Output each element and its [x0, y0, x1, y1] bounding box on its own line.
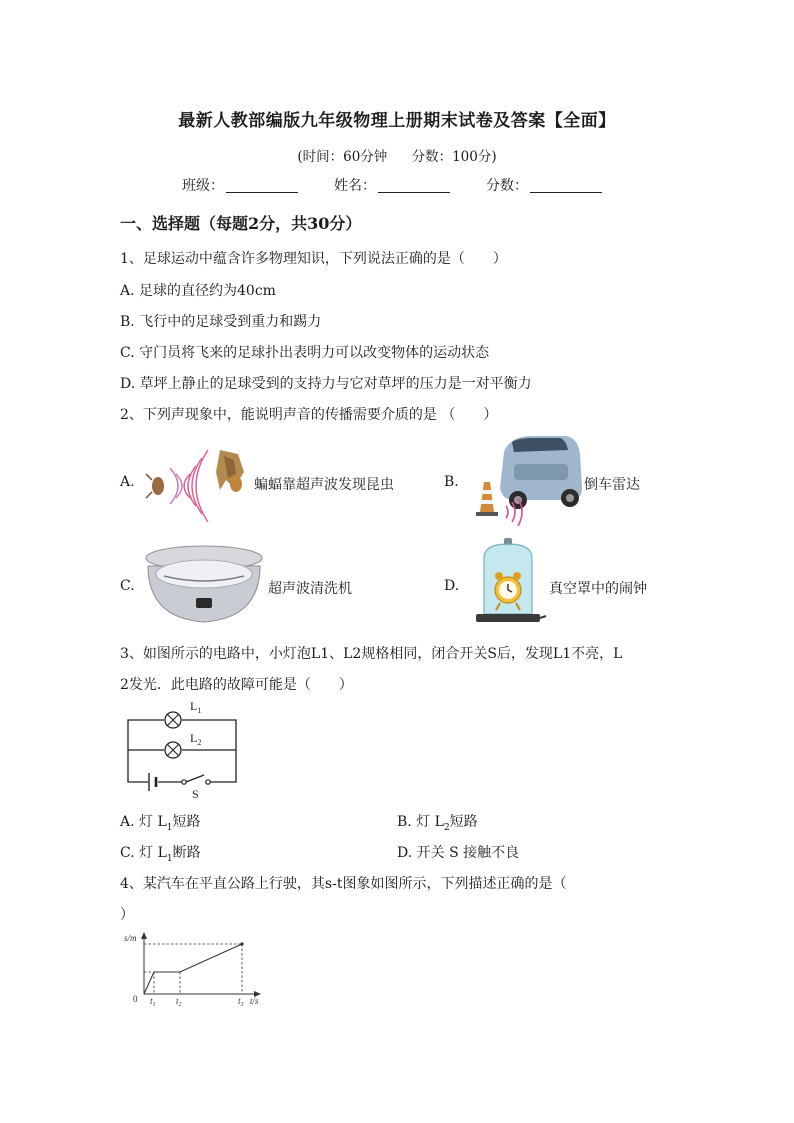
bell-jar-image	[474, 538, 546, 628]
q1-option-c: C. 守门员将飞来的足球扑出表明力可以改变物体的运动状态	[120, 345, 490, 361]
cleaner-icon	[146, 546, 262, 622]
q4-stem-line2: ）	[120, 907, 134, 923]
q2-d-letter: D.	[444, 578, 460, 594]
q3-option-b: B. 灯 $L_2$短路	[397, 814, 478, 833]
exam-meta	[0, 145, 794, 165]
graph-origin-label: 0	[133, 994, 138, 1004]
graph-x-label: t/s	[250, 996, 259, 1006]
lamp-l1-label: $L_1$	[190, 699, 202, 715]
graph-dashed-guides	[144, 944, 242, 994]
q2-d-caption: 真空罩中的闹钟	[549, 581, 647, 597]
bat-icon	[230, 476, 242, 492]
graph-y-label: s/m	[124, 933, 137, 943]
name-label: 姓名：	[334, 178, 376, 194]
class-label: 班级：	[182, 178, 224, 194]
q1-option-a: A. 足球的直径约为40cm	[120, 283, 276, 299]
car-icon	[500, 436, 582, 509]
bat-image	[150, 444, 250, 526]
score-field[interactable]	[486, 175, 602, 195]
page-title: 最新人教部编版九年级物理上册期末试卷及答案【全面】	[178, 111, 616, 131]
q3-stem-line2: 2发光．此电路的故障可能是（ ）	[120, 677, 353, 693]
sound-wave-icon	[170, 450, 208, 522]
section-heading: 一、选择题（每题2分，共30分）	[120, 214, 362, 233]
lamp-l1-icon	[165, 712, 181, 728]
st-graph	[124, 930, 270, 1008]
q4-stem-line1: 4、某汽车在平直公路上行驶，其s-t图象如图所示，下列描述正确的是（	[120, 876, 567, 892]
graph-line	[144, 944, 242, 994]
q2-c-letter: C.	[120, 578, 135, 594]
q2-c-caption: 超声波清洗机	[268, 581, 352, 597]
traffic-cone-icon	[476, 482, 498, 516]
exam-time: (时间：60分钟	[297, 149, 388, 165]
score-blank[interactable]	[530, 178, 602, 193]
q3-stem-line1: 3、如图所示的电路中，小灯泡L1、L2规格相同，闭合开关S后，发现L1不亮，L	[120, 646, 623, 662]
q2-b-caption: 倒车雷达	[584, 477, 640, 493]
insect-icon	[146, 474, 164, 498]
score-label: 分数：	[486, 178, 528, 194]
q1-stem: 1、足球运动中蕴含许多物理知识，下列说法正确的是（ ）	[120, 251, 507, 267]
lamp-l2-label: $L_2$	[190, 731, 202, 747]
name-blank[interactable]	[378, 178, 450, 193]
q2-a-caption: 蝙蝠靠超声波发现昆虫	[254, 477, 394, 493]
class-field[interactable]	[182, 175, 298, 195]
q2-b-letter: B.	[444, 474, 459, 490]
q1-option-b: B. 飞行中的足球受到重力和踢力	[120, 314, 322, 330]
switch-icon	[182, 780, 210, 784]
graph-t2-label: $t_2$	[176, 996, 182, 1008]
graph-endpoint	[240, 942, 243, 945]
battery-icon	[149, 773, 156, 791]
q3-option-c: C. 灯 $L_1$断路	[120, 845, 201, 864]
graph-t3-label: $t_3$	[238, 996, 244, 1008]
car-radar-image	[470, 434, 582, 520]
exam-total-score: 分数：100分)	[411, 149, 497, 165]
q1-option-d: D. 草坪上静止的足球受到的支持力与它对草坪的压力是一对平衡力	[120, 376, 532, 392]
switch-label: S	[192, 787, 199, 801]
graph-t1-label: $t_1$	[150, 996, 156, 1008]
circuit-wires	[128, 720, 236, 782]
lamp-l2-icon	[165, 742, 181, 758]
class-blank[interactable]	[226, 178, 298, 193]
q2-stem: 2、下列声现象中，能说明声音的传播需要介质的是 （ ）	[120, 407, 498, 423]
ultrasonic-cleaner-image	[144, 544, 266, 626]
q3-option-a: A. 灯 $L_1$短路	[120, 814, 201, 833]
q3-option-d: D. 开关 S 接触不良	[397, 845, 520, 861]
name-field[interactable]	[334, 175, 450, 195]
graph-axes	[141, 932, 261, 997]
circuit-diagram	[124, 699, 242, 801]
q2-a-letter: A.	[120, 474, 135, 490]
